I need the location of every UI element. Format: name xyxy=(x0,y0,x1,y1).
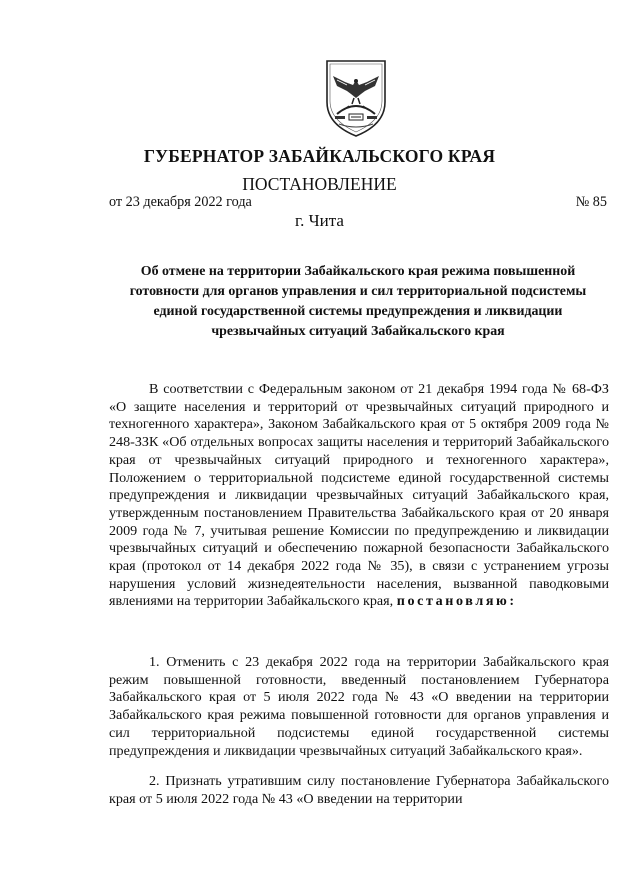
document-number: № 85 xyxy=(575,194,607,210)
resolves-keyword: постановляю: xyxy=(396,593,517,610)
item-1-paragraph: 1. Отменить с 23 декабря 2022 года на территории Забайкальского края режим повышенной готовности, введенный постановлением Губернатора Забайкальского края от 5 июля 2022 года № 43 «О введении на территории Забайкальского края режима повышенной готовности для органов управления и сил территориальной подсистемы единой государственной системы предупреждения и ликвидации чрезвычайных ситуаций Забайкальского края». xyxy=(109,654,609,759)
city: г. Чита xyxy=(295,211,344,230)
preamble-text: В соответствии с Федеральным законом от 21 декабря 1994 года № 68-ФЗ «О защите населения и территорий от чрезвычайных ситуаций природного и техногенного характера», Законом Забайкальского края от 5 октября 2009 года № 248-ЗЗК «Об отдельных вопросах защиты населения и территорий Забайкальского края от чрезвычайных ситуаций природного и техногенного характера», Положением о территориальной подсистеме единой государственной системы предупреждения и ликвидации чрезвычайных ситуаций Забайкальского края, утвержденным постановлением Правительства Забайкальского края от 20 января 2009 года № 7, учитывая решение Комиссии по предупреждению и ликвидации чрезвычайных ситуаций и обеспечению пожарной безопасности Забайкальского края (протокол от 14 декабря 2022 года № 35), в связи с устранением угрозы нарушения условий жизнедеятельности населения, вызванной паводковыми явлениями на территории Забайкальского края, xyxy=(109,381,609,610)
item-2-paragraph: 2. Признать утратившим силу постановление Губернатора Забайкальского края от 5 июля 2022 года № 43 «О введении на территории xyxy=(109,773,609,807)
preamble-paragraph xyxy=(109,381,609,611)
coat-of-arms-emblem-icon xyxy=(323,58,389,138)
document-type: ПОСТАНОВЛЕНИЕ xyxy=(242,174,397,194)
issuing-authority: ГУБЕРНАТОР ЗАБАЙКАЛЬСКОГО КРАЯ xyxy=(143,146,496,166)
document-title: Об отмене на территории Забайкальского края режима повышенной готовности для органов управления и сил территориальной подсистемы единой государственной системы предупреждения и ликвидации чрезвычайных ситуаций Забайкальского края xyxy=(129,264,587,339)
document-date: от 23 декабря 2022 года xyxy=(109,194,252,210)
